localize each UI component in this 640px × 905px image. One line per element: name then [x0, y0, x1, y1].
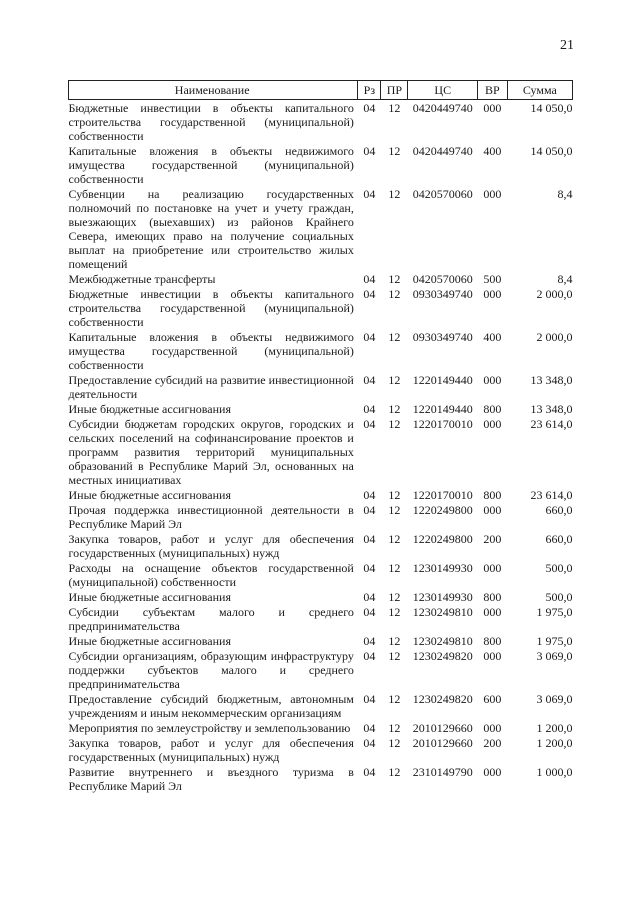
- header-pr: ПР: [381, 81, 408, 100]
- row-pr: 12: [388, 144, 401, 158]
- row-cs: 1220149440: [412, 373, 473, 387]
- row-sum: 2 000,0: [536, 330, 573, 344]
- table-row: [69, 502, 573, 531]
- table-body: [69, 100, 573, 794]
- row-cs: 2010129660: [412, 736, 473, 750]
- row-sum: 1 975,0: [536, 634, 573, 648]
- row-pr: 12: [388, 101, 401, 115]
- header-cs: ЦС: [408, 81, 478, 100]
- row-name: Прочая поддержка инвестиционной деятельности в Республике Марий Эл: [68, 503, 354, 531]
- table-row: [69, 401, 573, 416]
- table-row: [69, 633, 573, 648]
- row-vr: 000: [483, 605, 502, 619]
- table-header-row: [69, 81, 573, 100]
- row-vr: 000: [483, 721, 502, 735]
- row-sum: 13 348,0: [530, 402, 573, 416]
- row-pr: 12: [388, 373, 401, 387]
- row-rz: 04: [363, 373, 376, 387]
- row-sum: 14 050,0: [530, 144, 573, 158]
- row-name: Закупка товаров, работ и услуг для обеспечения государственных (муниципальных) нужд: [68, 532, 354, 560]
- row-vr: 000: [483, 503, 502, 517]
- row-rz: 04: [363, 417, 376, 431]
- row-rz: 04: [363, 503, 376, 517]
- header-sum: Сумма: [507, 81, 572, 100]
- row-cs: 1220170010: [412, 488, 473, 502]
- row-pr: 12: [388, 503, 401, 517]
- row-pr: 12: [388, 590, 401, 604]
- row-rz: 04: [363, 649, 376, 663]
- row-cs: 1220249800: [412, 503, 473, 517]
- row-sum: 23 614,0: [530, 417, 573, 431]
- table-row: [69, 271, 573, 286]
- row-vr: 200: [483, 532, 502, 546]
- row-sum: 8,4: [557, 187, 573, 201]
- row-pr: 12: [388, 721, 401, 735]
- row-vr: 000: [483, 765, 502, 779]
- row-cs: 1230149930: [412, 561, 473, 575]
- row-pr: 12: [388, 649, 401, 663]
- table-row: [69, 735, 573, 764]
- row-cs: 1220170010: [412, 417, 473, 431]
- row-name: Субсидии бюджетам городских округов, городских и сельских поселений на софинансирование проектов и программ развития территорий муниципальных образований в Республике Марий Эл, основанных на местных инициативах: [68, 417, 354, 487]
- row-name: Предоставление субсидий бюджетным, автономным учреждениям и иным некоммерческим организациям: [68, 692, 354, 720]
- row-pr: 12: [388, 417, 401, 431]
- table-row: [69, 329, 573, 372]
- row-cs: 0930349740: [412, 287, 473, 301]
- row-rz: 04: [363, 532, 376, 546]
- row-sum: 1 000,0: [536, 765, 573, 779]
- row-name: Предоставление субсидий на развитие инвестиционной деятельности: [68, 373, 354, 401]
- table-row: [69, 531, 573, 560]
- table-row: [69, 372, 573, 401]
- row-cs: 1220149440: [412, 402, 473, 416]
- row-cs: 0420449740: [412, 144, 473, 158]
- row-pr: 12: [388, 272, 401, 286]
- row-rz: 04: [363, 736, 376, 750]
- table-row: [69, 720, 573, 735]
- row-vr: 800: [483, 634, 502, 648]
- row-pr: 12: [388, 532, 401, 546]
- page-number: 21: [560, 38, 574, 53]
- row-rz: 04: [363, 561, 376, 575]
- row-vr: 400: [483, 144, 502, 158]
- row-pr: 12: [388, 736, 401, 750]
- table-row: [69, 764, 573, 793]
- row-sum: 1 200,0: [536, 736, 573, 750]
- table-row: [69, 286, 573, 329]
- row-name: Иные бюджетные ассигнования: [68, 590, 231, 604]
- row-name: Иные бюджетные ассигнования: [68, 488, 231, 502]
- row-pr: 12: [388, 605, 401, 619]
- row-vr: 500: [483, 272, 502, 286]
- header-name: Наименование: [69, 81, 358, 100]
- row-sum: 1 200,0: [536, 721, 573, 735]
- row-sum: 8,4: [557, 272, 573, 286]
- row-sum: 23 614,0: [530, 488, 573, 502]
- row-sum: 2 000,0: [536, 287, 573, 301]
- row-pr: 12: [388, 287, 401, 301]
- row-cs: 2310149790: [412, 765, 473, 779]
- row-rz: 04: [363, 488, 376, 502]
- row-cs: 1230249810: [412, 634, 473, 648]
- table-row: [69, 100, 573, 144]
- row-name: Субсидии организациям, образующим инфраструктуру поддержки субъектов малого и среднего предпринимательства: [68, 649, 354, 691]
- row-rz: 04: [363, 721, 376, 735]
- row-name: Закупка товаров, работ и услуг для обеспечения государственных (муниципальных) нужд: [68, 736, 354, 764]
- row-cs: 0420449740: [412, 101, 473, 115]
- row-name: Иные бюджетные ассигнования: [68, 402, 231, 416]
- row-pr: 12: [388, 488, 401, 502]
- row-name: Капитальные вложения в объекты недвижимого имущества государственной (муниципальной) собственности: [68, 330, 354, 372]
- row-name: Мероприятия по землеустройству и землепользованию: [68, 721, 351, 735]
- row-vr: 400: [483, 330, 502, 344]
- row-cs: 1230249810: [412, 605, 473, 619]
- row-cs: 0420570060: [412, 272, 473, 286]
- row-cs: 1220249800: [412, 532, 473, 546]
- row-vr: 000: [483, 101, 502, 115]
- table-row: [69, 143, 573, 186]
- row-cs: 0420570060: [412, 187, 473, 201]
- row-vr: 800: [483, 402, 502, 416]
- row-sum: 3 069,0: [536, 692, 573, 706]
- row-sum: 14 050,0: [530, 101, 573, 115]
- row-rz: 04: [363, 590, 376, 604]
- row-rz: 04: [363, 272, 376, 286]
- row-rz: 04: [363, 605, 376, 619]
- row-vr: 200: [483, 736, 502, 750]
- row-sum: 660,0: [545, 532, 573, 546]
- row-name: Субсидии субъектам малого и среднего предпринимательства: [68, 605, 354, 633]
- table-row: [69, 604, 573, 633]
- row-rz: 04: [363, 402, 376, 416]
- row-cs: 0930349740: [412, 330, 473, 344]
- row-name: Расходы на оснащение объектов государственной (муниципальной) собственности: [68, 561, 354, 589]
- table-row: [69, 416, 573, 487]
- row-sum: 660,0: [545, 503, 573, 517]
- row-rz: 04: [363, 287, 376, 301]
- budget-table: [68, 80, 573, 793]
- row-name: Развитие внутреннего и въездного туризма в Республике Марий Эл: [68, 765, 354, 793]
- row-cs: 1230249820: [412, 649, 473, 663]
- row-pr: 12: [388, 402, 401, 416]
- row-pr: 12: [388, 765, 401, 779]
- row-sum: 1 975,0: [536, 605, 573, 619]
- row-rz: 04: [363, 101, 376, 115]
- row-name: Иные бюджетные ассигнования: [68, 634, 231, 648]
- row-vr: 000: [483, 373, 502, 387]
- row-rz: 04: [363, 330, 376, 344]
- row-sum: 500,0: [545, 561, 573, 575]
- table-row: [69, 691, 573, 720]
- row-vr: 000: [483, 561, 502, 575]
- row-pr: 12: [388, 692, 401, 706]
- row-vr: 000: [483, 417, 502, 431]
- header-vr: ВР: [478, 81, 508, 100]
- row-rz: 04: [363, 634, 376, 648]
- row-vr: 600: [483, 692, 502, 706]
- table-row: [69, 487, 573, 502]
- row-vr: 800: [483, 488, 502, 502]
- table-row: [69, 648, 573, 691]
- header-rz: Рз: [358, 81, 381, 100]
- row-pr: 12: [388, 187, 401, 201]
- row-name: Капитальные вложения в объекты недвижимого имущества государственной (муниципальной) собственности: [68, 144, 354, 186]
- row-rz: 04: [363, 692, 376, 706]
- row-cs: 1230149930: [412, 590, 473, 604]
- row-cs: 1230249820: [412, 692, 473, 706]
- row-pr: 12: [388, 634, 401, 648]
- row-vr: 800: [483, 590, 502, 604]
- row-vr: 000: [483, 649, 502, 663]
- row-pr: 12: [388, 561, 401, 575]
- table-row: [69, 560, 573, 589]
- row-name: Бюджетные инвестиции в объекты капитального строительства государственной (муниципальной) собственности: [68, 101, 354, 143]
- row-name: Субвенции на реализацию государственных полномочий по постановке на учет и учету граждан, выезжающих (выехавших) из районов Крайнего Севера, имеющих право на получение социальных выплат на приобретение или строительство жилых помещений: [68, 187, 354, 271]
- row-cs: 2010129660: [412, 721, 473, 735]
- row-vr: 000: [483, 187, 502, 201]
- row-name: Межбюджетные трансферты: [68, 272, 216, 286]
- row-rz: 04: [363, 187, 376, 201]
- row-sum: 13 348,0: [530, 373, 573, 387]
- row-vr: 000: [483, 287, 502, 301]
- row-pr: 12: [388, 330, 401, 344]
- table-row: [69, 589, 573, 604]
- row-sum: 500,0: [545, 590, 573, 604]
- row-sum: 3 069,0: [536, 649, 573, 663]
- row-rz: 04: [363, 765, 376, 779]
- row-name: Бюджетные инвестиции в объекты капитального строительства государственной (муниципальной) собственности: [68, 287, 354, 329]
- table-row: [69, 186, 573, 271]
- row-rz: 04: [363, 144, 376, 158]
